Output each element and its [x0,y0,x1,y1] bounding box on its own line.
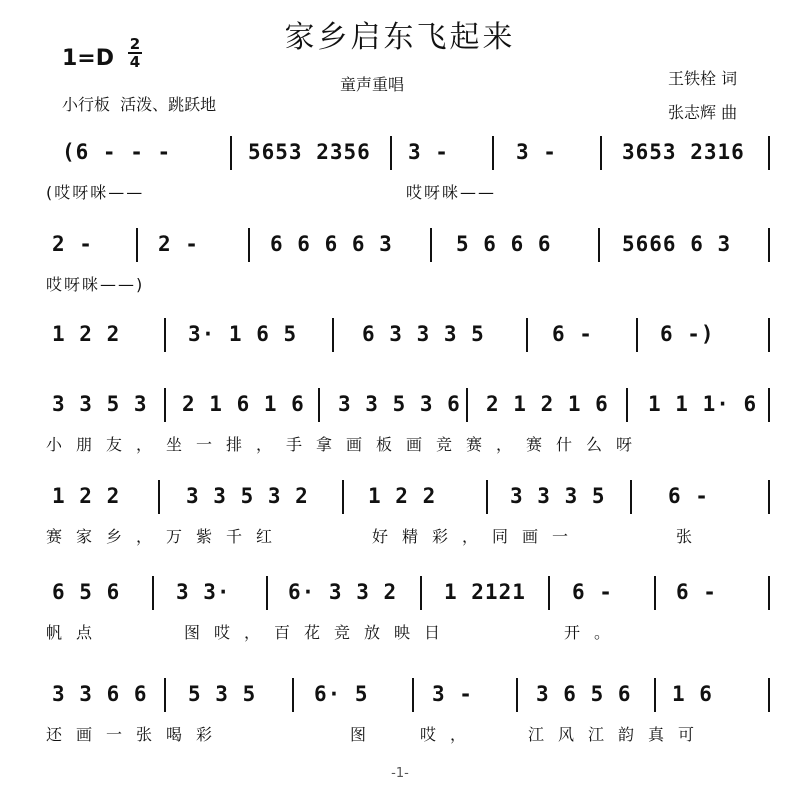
measure-notes: 6 6 6 6 3 [270,232,393,256]
notation-line [0,484,800,514]
bar-line [430,228,432,262]
notation-line [0,140,800,170]
notation-line [0,322,800,352]
bar-line [164,388,166,422]
bar-line [164,678,166,712]
measure-notes: 1 2121 [444,580,526,604]
bar-line [412,678,414,712]
measure-notes: 5 3 5 [188,682,257,706]
lyric-text: 帆点 [46,623,107,642]
lyric-text: (哎呀咪—— [46,183,145,202]
measure-notes: 3653 2316 [622,140,745,164]
measure-notes: 3 - [516,140,557,164]
lyric-text: 图哎，百花竞放映日 [184,623,455,642]
bar-line [342,480,344,514]
measure-notes: (6 - - - [62,140,172,164]
lyricist-credit: 王铁栓 词 [668,69,738,88]
measure-notes: 6 - [552,322,593,346]
bar-line [768,576,770,610]
lyric-text: 好精彩，同画一 [372,527,583,546]
bar-line [600,136,602,170]
measure-notes: 6 3 3 3 5 [362,322,485,346]
measure-notes: 5653 2356 [248,140,371,164]
bar-line [654,576,656,610]
bar-line [526,318,528,352]
bar-line [768,228,770,262]
bar-line [332,318,334,352]
bar-line [630,480,632,514]
bar-line [486,480,488,514]
performance-style: 童声重唱 [340,75,405,94]
measure-notes: 6 - [572,580,613,604]
measure-notes: 3 3 5 3 2 [186,484,309,508]
measure-notes: 6 -) [660,322,715,346]
measure-notes: 3 3 6 6 [52,682,148,706]
notation-line [0,392,800,422]
measure-notes: 3 - [408,140,449,164]
lyric-text: 还画一张喝彩 [46,725,227,744]
bar-line [654,678,656,712]
notation-line [0,580,800,610]
bar-line [768,136,770,170]
measure-notes: 6 - [676,580,717,604]
bar-line [626,388,628,422]
bar-line [768,480,770,514]
bar-line [390,136,392,170]
bar-line [548,576,550,610]
bar-line [768,318,770,352]
lyric-text: 江风江韵真可 [528,725,709,744]
bar-line [636,318,638,352]
bar-line [266,576,268,610]
measure-notes: 6· 3 3 2 [288,580,398,604]
bar-line [466,388,468,422]
bar-line [248,228,250,262]
measure-notes: 1 2 2 [368,484,437,508]
measure-notes: 1 2 2 [52,322,121,346]
bar-line [152,576,154,610]
bar-line [158,480,160,514]
measure-notes: 6 5 6 [52,580,121,604]
time-sig-top: 2 [129,35,141,53]
bar-line [768,678,770,712]
measure-notes: 2 - [52,232,93,256]
bar-line [164,318,166,352]
measure-notes: 3 3 5 3 6 [338,392,461,416]
measure-notes: 6· 5 [314,682,369,706]
lyric-text: 张 [676,527,707,546]
measure-notes: 1 6 [672,682,713,706]
tempo-marking: 小行板 活泼、跳跃地 [62,95,217,114]
measure-notes: 6 - [668,484,709,508]
bar-line [230,136,232,170]
composer-credit: 张志辉 曲 [668,103,738,122]
bar-line [492,136,494,170]
bar-line [318,388,320,422]
measure-notes: 2 - [158,232,199,256]
time-sig-bottom: 4 [129,53,141,71]
measure-notes: 3 3 5 3 [52,392,148,416]
measure-notes: 5666 6 3 [622,232,732,256]
bar-line [516,678,518,712]
song-title: 家乡启东飞起来 [284,20,516,55]
key-signature: 1=D [62,46,115,71]
measure-notes: 3 6 5 6 [536,682,632,706]
measure-notes: 1 2 2 [52,484,121,508]
notation-line [0,682,800,712]
bar-line [598,228,600,262]
time-signature [128,36,142,70]
page-number: -1- [391,766,409,781]
measure-notes: 1 1 1· 6 [648,392,758,416]
measure-notes: 5 6 6 6 [456,232,552,256]
lyric-text: 开。 [564,623,625,642]
lyric-text: 图 [350,725,381,744]
bar-line [292,678,294,712]
measure-notes: 3· 1 6 5 [188,322,298,346]
bar-line [420,576,422,610]
lyric-text: 哎呀咪—— [406,183,497,202]
measure-notes: 3 3· [176,580,231,604]
lyric-text: 小朋友，坐一排，手拿画板画竞赛，赛什么呀 [46,435,647,454]
notation-line [0,232,800,262]
lyric-text: 赛家乡，万紫千红 [46,527,287,546]
measure-notes: 2 1 6 1 6 [182,392,305,416]
lyric-text: 哎， [420,725,481,744]
bar-line [768,388,770,422]
measure-notes: 3 - [432,682,473,706]
bar-line [136,228,138,262]
measure-notes: 3 3 3 5 [510,484,606,508]
lyric-text: 哎呀咪——) [46,275,145,294]
measure-notes: 2 1 2 1 6 [486,392,609,416]
